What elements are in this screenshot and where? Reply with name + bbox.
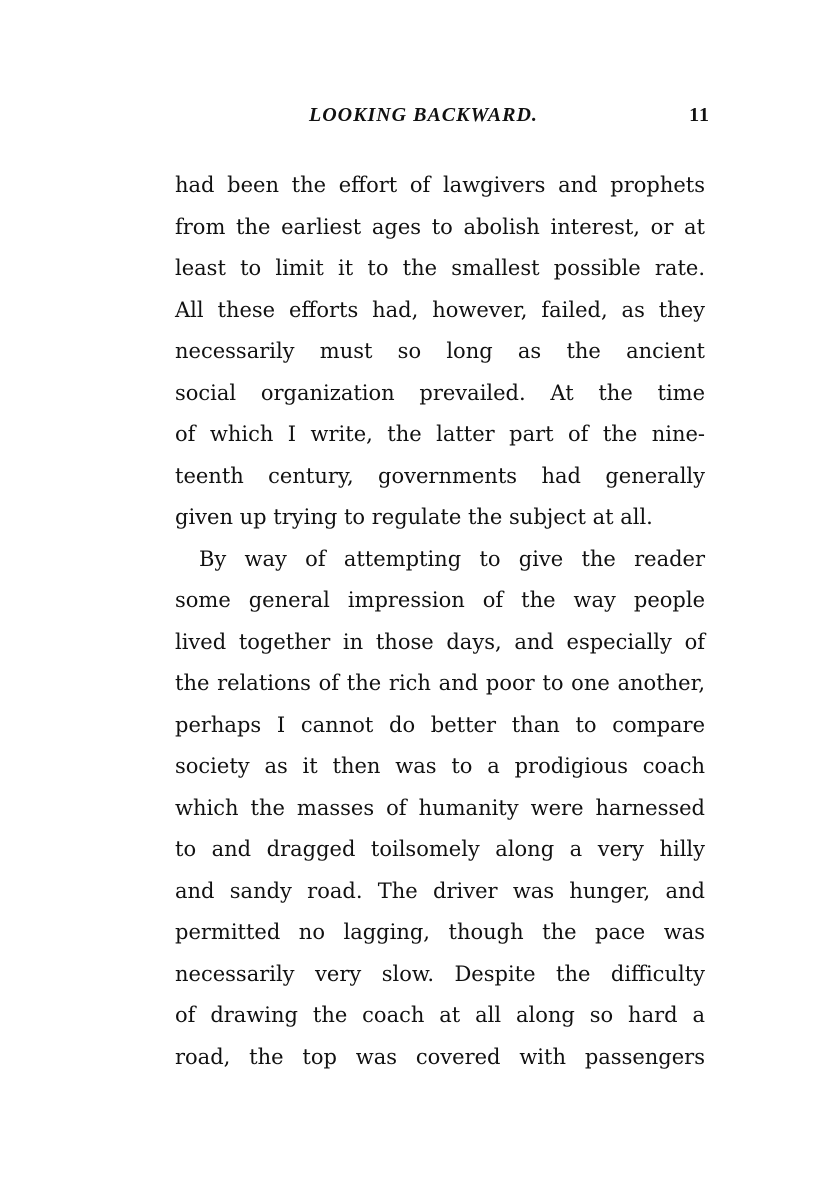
text-line: permitted no lagging, though the pace was <box>175 920 705 944</box>
body-text <box>175 165 705 1078</box>
text-line: By way of attempting to give the reader <box>199 546 705 571</box>
text-line: perhaps I cannot do better than to compare <box>175 712 705 737</box>
text-line: had been the effort of lawgivers and prophets <box>175 173 705 197</box>
text-line: of which I write, the latter part of the nine- <box>175 422 705 446</box>
text-line: necessarily very slow. Despite the difficulty <box>175 961 705 986</box>
page-number: 11 <box>689 104 710 126</box>
running-title: LOOKING BACKWARD. <box>309 104 538 126</box>
text-line: least to limit it to the smallest possible rate. <box>175 256 705 280</box>
text-line: from the earliest ages to abolish interest, or at <box>175 214 705 239</box>
text-line: some general impression of the way people <box>175 588 705 612</box>
running-head <box>175 104 710 134</box>
text-line: teenth century, governments had generally <box>175 463 705 488</box>
text-line: society as it then was to a prodigious coach <box>175 754 705 778</box>
text-line: necessarily must so long as the ancient <box>175 339 705 363</box>
text-line: road, the top was covered with passengers <box>175 1044 705 1069</box>
text-line: to and dragged toilsomely along a very hilly <box>175 837 705 861</box>
text-line: and sandy road. The driver was hunger, and <box>175 878 705 903</box>
text-line: social organization prevailed. At the time <box>175 380 705 405</box>
text-line: given up trying to regulate the subject at all. <box>175 505 653 529</box>
text-line: All these efforts had, however, failed, as they <box>175 297 705 322</box>
text-line: of drawing the coach at all along so hard a <box>175 1003 705 1027</box>
text-line: the relations of the rich and poor to one another, <box>175 671 705 695</box>
text-line: lived together in those days, and especially of <box>175 629 705 654</box>
text-line: which the masses of humanity were harnessed <box>175 795 705 820</box>
